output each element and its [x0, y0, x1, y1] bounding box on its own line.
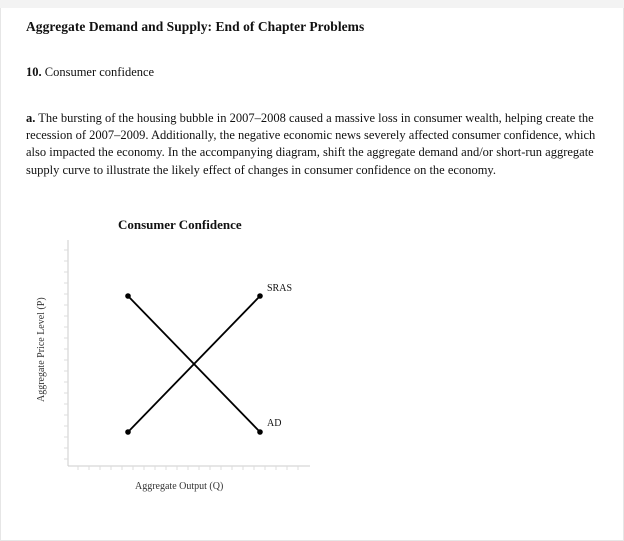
- x-axis-ticks: [78, 466, 298, 470]
- y-axis-label: Aggregate Price Level (P): [36, 297, 47, 402]
- ad-curve-start-handle[interactable]: [125, 293, 131, 299]
- page-title: Aggregate Demand and Supply: End of Chapter Problems: [26, 19, 365, 34]
- diagram-title: Consumer Confidence: [118, 217, 242, 232]
- ad-curve-end-handle[interactable]: [257, 429, 263, 435]
- problem-title: Consumer confidence: [44, 65, 155, 79]
- sras-curve-start-handle[interactable]: [125, 429, 131, 435]
- part-a-text: The bursting of the housing bubble in 2007–2008 caused a massive loss in consumer wealth, helping create the recession of 2007–2009. Additionally, the negative economic news severely affected consumer confidence, which also impacted the economy. In the accompanying diagram, shift the aggregate demand and/or short-run aggregate supply curve to illustrate the likely effect of changes in consumer confidence on the economy.: [26, 111, 596, 177]
- sras-curve-end-handle[interactable]: [257, 293, 263, 299]
- part-a-label: a.: [26, 111, 36, 125]
- sras-label: SRAS: [267, 283, 293, 294]
- ad-label: AD: [267, 418, 282, 429]
- y-axis-ticks: [64, 250, 68, 459]
- x-axis-label: Aggregate Output (Q): [135, 481, 224, 492]
- problem-number: 10.: [26, 65, 42, 79]
